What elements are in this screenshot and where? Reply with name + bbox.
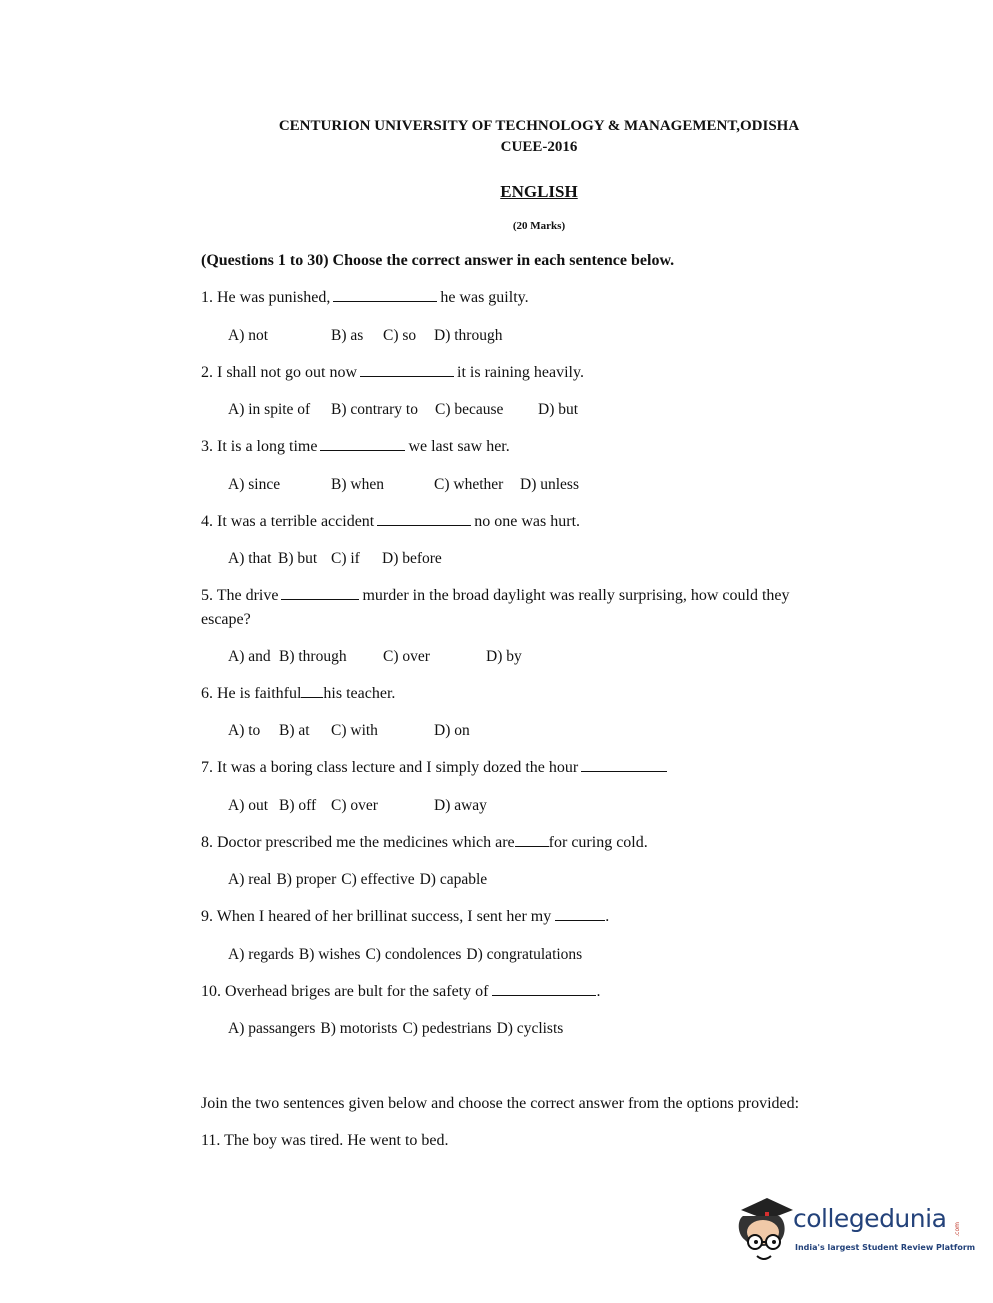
question-text: . xyxy=(596,983,601,1000)
question-7 xyxy=(201,759,670,777)
option-d: D) on xyxy=(434,722,470,739)
options-4 xyxy=(228,550,442,568)
option-d: D) unless xyxy=(520,476,579,493)
option-b: B) at xyxy=(279,722,310,739)
question-text: murder in the broad daylight was really surprising, how could they escape? xyxy=(201,587,790,628)
option-c: C) so xyxy=(383,327,417,344)
question-4 xyxy=(201,513,580,531)
options-9 xyxy=(228,946,582,964)
answer-blank xyxy=(377,524,471,526)
mascot-icon xyxy=(733,1196,797,1268)
option-b: B) through xyxy=(279,648,347,665)
options-8 xyxy=(228,871,487,889)
option-a: A) not xyxy=(228,327,269,344)
option-d: D) by xyxy=(486,648,522,665)
question-text: 7. It was a boring class lecture and I simply dozed the hour xyxy=(201,759,579,776)
answer-blank xyxy=(301,696,323,698)
answer-blank xyxy=(515,845,549,847)
option-b: B) wishes xyxy=(298,946,361,963)
join-instruction: Join the two sentences given below and choose the correct answer from the options provided: xyxy=(201,1095,800,1112)
university-title: CENTURION UNIVERSITY OF TECHNOLOGY & MANAGEMENT,ODISHA xyxy=(278,118,800,134)
option-a: A) in spite of xyxy=(228,401,311,418)
option-a: A) out xyxy=(228,797,269,814)
option-b: B) as xyxy=(331,327,364,344)
question-text: 2. I shall not go out now xyxy=(201,364,357,381)
marks-label: (20 Marks) xyxy=(512,220,566,232)
answer-blank xyxy=(360,375,454,377)
answer-blank xyxy=(281,598,359,600)
answer-blank xyxy=(333,300,437,302)
question-3 xyxy=(201,438,510,456)
option-d: D) cyclists xyxy=(496,1020,564,1037)
question-text: his teacher. xyxy=(323,685,396,702)
collegedunia-logo xyxy=(733,1196,976,1268)
option-c: C) over xyxy=(383,648,430,665)
question-text: 1. He was punished, xyxy=(201,289,331,306)
option-a: A) regards xyxy=(228,946,294,963)
option-d: D) through xyxy=(434,327,503,344)
question-10 xyxy=(201,983,600,1001)
option-a: A) to xyxy=(228,722,261,739)
option-c: C) condolences xyxy=(365,946,462,963)
options-6 xyxy=(228,722,470,740)
question-6 xyxy=(201,685,395,703)
option-c: C) pedestrians xyxy=(402,1020,492,1037)
option-c: C) whether xyxy=(434,476,504,493)
option-c: C) if xyxy=(331,550,360,567)
options-7 xyxy=(228,797,487,815)
option-a: A) real xyxy=(228,871,272,888)
option-c: C) effective xyxy=(341,871,415,888)
options-5 xyxy=(228,648,522,666)
answer-blank xyxy=(555,919,605,921)
question-1 xyxy=(201,289,529,307)
logo-domain: .com xyxy=(954,1222,961,1237)
option-a: A) and xyxy=(228,648,271,665)
logo-tagline: India's largest Student Review Platform xyxy=(795,1243,976,1252)
option-b: B) contrary to xyxy=(331,401,418,418)
answer-blank xyxy=(492,994,596,996)
options-2 xyxy=(228,401,578,419)
options-1 xyxy=(228,327,502,345)
option-d: D) capable xyxy=(419,871,488,888)
question-11: 11. The boy was tired. He went to bed. xyxy=(201,1132,449,1149)
question-text: we last saw her. xyxy=(408,438,510,455)
question-9 xyxy=(201,908,609,926)
question-8 xyxy=(201,834,648,852)
options-10 xyxy=(228,1020,563,1038)
question-text: it is raining heavily. xyxy=(457,364,584,381)
question-text: 10. Overhead briges are bult for the safety of xyxy=(201,983,489,1000)
option-c: C) because xyxy=(435,401,504,418)
question-text: 3. It is a long time xyxy=(201,438,318,455)
option-c: C) with xyxy=(331,722,378,739)
option-a: A) since xyxy=(228,476,281,493)
question-text: he was guilty. xyxy=(440,289,529,306)
option-d: D) before xyxy=(382,550,442,567)
option-b: B) when xyxy=(331,476,384,493)
question-text: for curing cold. xyxy=(548,834,648,851)
exam-title: CUEE-2016 xyxy=(500,139,578,155)
question-text: 4. It was a terrible accident xyxy=(201,513,375,530)
option-d: D) but xyxy=(538,401,579,418)
option-a: A) that xyxy=(228,550,272,567)
question-2 xyxy=(201,364,584,382)
question-text: 6. He is faithful xyxy=(201,685,302,702)
question-5 xyxy=(201,584,841,632)
subject-title: ENGLISH xyxy=(500,182,578,201)
option-b: B) but xyxy=(278,550,318,567)
options-3 xyxy=(228,476,579,494)
option-b: B) proper xyxy=(276,871,337,888)
question-text: no one was hurt. xyxy=(474,513,581,530)
option-d: D) away xyxy=(434,797,487,814)
answer-blank xyxy=(581,770,667,772)
answer-blank xyxy=(320,449,405,451)
option-d: D) congratulations xyxy=(466,946,583,963)
question-text: 5. The drive xyxy=(201,587,279,604)
option-c: C) over xyxy=(331,797,378,814)
option-b: B) off xyxy=(279,797,317,814)
question-text: . xyxy=(605,908,610,925)
logo-wordmark: collegedunia xyxy=(793,1204,947,1233)
option-b: B) motorists xyxy=(320,1020,398,1037)
question-text: 9. When I heared of her brillinat success, I sent her my xyxy=(201,908,552,925)
question-text: 8. Doctor prescribed me the medicines which are xyxy=(201,834,515,851)
section-instruction: (Questions 1 to 30) Choose the correct answer in each sentence below. xyxy=(201,252,675,269)
option-a: A) passangers xyxy=(228,1020,316,1037)
